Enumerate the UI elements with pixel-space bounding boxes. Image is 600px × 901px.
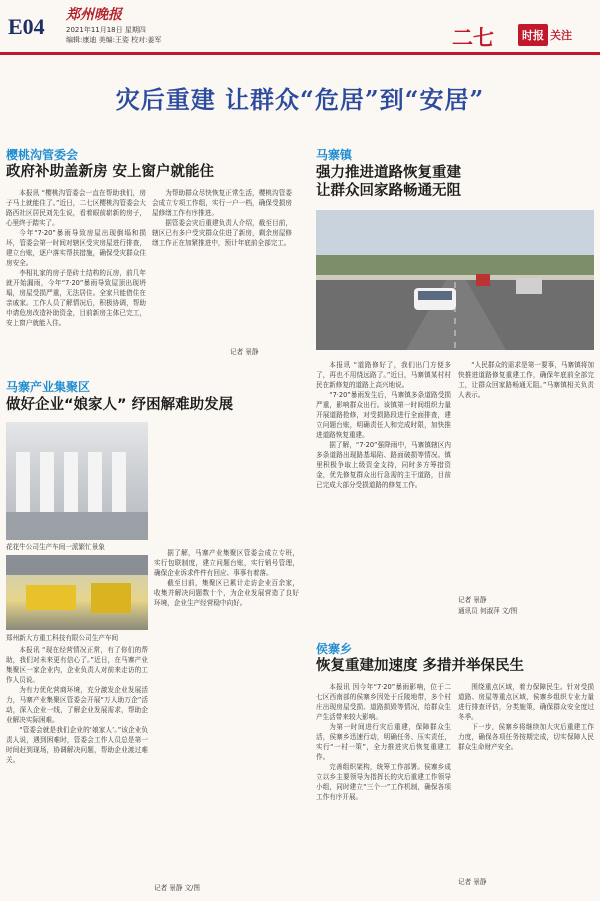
- page-number: E04: [8, 14, 45, 39]
- section-a-kicker: 樱桃沟管委会: [6, 148, 79, 162]
- section-c-kicker: 马寨产业集聚区: [6, 380, 91, 394]
- section-c-signature: 记者 景静 文/图: [154, 884, 200, 892]
- section-d-signature: 记者 景静: [458, 878, 487, 886]
- road-photo-illustration: [316, 210, 594, 350]
- section-a-signature: 记者 景静: [230, 348, 259, 356]
- road-photo: [316, 210, 594, 350]
- section-d-body-col1: 本报讯 因今年“7·20”暴雨影响，位于二七区西南部的侯寨乡因处于丘陵地带，多个村庄出现房屋受损、道路损毁等情况，给群众生产生活带来较大影响。 为第一时间进行灾后重建，保障群众生活，侯寨乡迅速行动，明确任务、压实责任，实行“一村一策”，全力推进灾后恢复重建工作。 完善组织架构，统筹工作部署。侯寨乡成立以乡主要领导为指挥长的灾后重建工作领导小组，同时建立“三个一”工作机制，确保各项工作有序开展。: [316, 683, 451, 801]
- section-d-kicker: 侯寨乡: [316, 642, 353, 656]
- section-a-body-col1: 本报讯 “樱桃沟管委会一直在帮助我们，房子马上就能住了。”近日，二七区樱桃沟管委会大路西社区居民刘先生说，看着眼前崭新的房子，心里终于踏实了。 今年“7·20”暴雨导致房屋出现倒塌和损坏，管委会第一时间对辖区受灾房屋进行排查，建立台账，逐户落实帮扶措施，确保受灾群众住房安全。 李相礼家的房子是砖土结构的瓦房，前几年就开始漏雨，今年“7·20”暴雨导致屋顶出现坍塌，房屋受损严重，无法居住。全家只能借住在亲戚家。工作人员了解情况后，积极协调，帮助申请危房改造补助资金，目前新房主体已完工，安上窗户就能入住。: [6, 189, 146, 327]
- section-b-title-2: 让群众回家路畅通无阻: [316, 183, 461, 199]
- section-d-body-col2: 围绕重点区域，着力保障民生。针对受损道路、房屋等重点区域，侯寨乡组织专业力量进行排查评估，分类施策，确保群众安全度过冬季。 下一步，侯寨乡将继续加大灾后重建工作力度，确保各项任务按期完成，切实保障人民群众生命财产安全。: [458, 683, 594, 751]
- section-b-kicker: 马寨镇: [316, 148, 353, 162]
- section-a-body-col2: 为帮助群众尽快恢复正常生活，樱桃沟管委会成立专项工作组，实行一户一档，确保受损房屋修缮工作有序推进。 据管委会灾后重建负责人介绍，截至目前，辖区已有多户受灾群众住进了新房，剩余房屋修缮工作正在加紧推进中，预计年底前全部完工。: [152, 189, 292, 247]
- factory-photo-1-illustration: [6, 422, 148, 540]
- section-tag: 关注: [550, 29, 572, 42]
- newspaper-logo: 郑州晚报: [66, 7, 122, 23]
- photo-caption-2: 郑州新大方重工科技有限公司生产车间: [6, 634, 119, 642]
- factory-photo-2-illustration: [6, 555, 148, 630]
- masthead-badge: 时报: [518, 24, 548, 46]
- section-b-title-1: 强力推进道路恢复重建: [316, 165, 461, 181]
- header-rule: [0, 52, 600, 55]
- factory-photo-1: [6, 422, 148, 540]
- section-d-title: 恢复重建加速度 多措并举保民生: [316, 658, 525, 674]
- photo-caption-1: 花花牛公司生产车间一派繁忙景象: [6, 543, 105, 551]
- section-c-body-col2: 据了解，马寨产业集聚区管委会成立专班，实行包联制度，建立问题台账，实行销号管理，确保企业诉求件件有回应、事事有着落。 截至目前，集聚区已累计走访企业百余家，收集并解决问题数十个，为企业发展营造了良好环境，企业生产经营稳中向好。: [154, 549, 299, 607]
- issue-date: 2021年11月18日 星期四: [66, 26, 146, 34]
- section-b-signature-2: 通讯员 何淑萍 文/图: [458, 607, 518, 615]
- section-b-signature-1: 记者 景静: [458, 596, 487, 604]
- section-c-body-col1: 本报讯 “现在经营情况正常，有了你们的帮助，我们对未来更有信心了。”近日，在马寨产业集聚区一家企业内，企业负责人对前来走访的工作人员说。 为有力优化营商环境，充分激发企业发展活力，马寨产业集聚区管委会开展“万人助万企”活动，深入企业一线，了解企业发展需求，帮助企业解决实际困难。 “管委会就是我们企业的‘娘家人’。”该企业负责人说，遇到困难时，管委会工作人员总是第一时间赶到现场，协调解决问题，帮助企业渡过难关。: [6, 646, 148, 764]
- section-b-body-col2: “人民群众的需求是第一要事，马寨镇将加快推进道路修复重建工作，确保年底前全部完工，让群众回家路畅通无阻。”马寨镇相关负责人表示。: [458, 361, 594, 399]
- staff-credits: 编辑:康迪 美编:王姿 校对:姜军: [66, 36, 162, 44]
- factory-photo-2: [6, 555, 148, 630]
- section-c-title: 做好企业“娘家人” 纾困解难助发展: [6, 397, 234, 413]
- masthead-title: 二七: [452, 25, 494, 50]
- page-headline: 灾后重建 让群众“危居”到“安居”: [115, 85, 485, 114]
- section-b-body-col1: 本报讯 “道路修好了，我们出门方便多了，再也不用绕远路了。”近日，马寨镇某村村民在新修复的道路上高兴地说。 “7·20”暴雨发生后，马寨镇多条道路受损严重，影响群众出行。该镇第一时间组织力量开展道路抢修，对受损路段进行全面排查，建立问题台账，明确责任人和完成时限，加快推进道路恢复重建。 据了解，“7·20”强降雨中，马寨镇辖区内多条道路出现路基塌陷、路面破损等情况。镇里积极争取上级资金支持，同时多方筹措资金，优先修复群众出行急需的主干道路，目前已完成大部分受损道路的修复工作。: [316, 361, 451, 489]
- section-a-title: 政府补助盖新房 安上窗户就能住: [6, 164, 215, 180]
